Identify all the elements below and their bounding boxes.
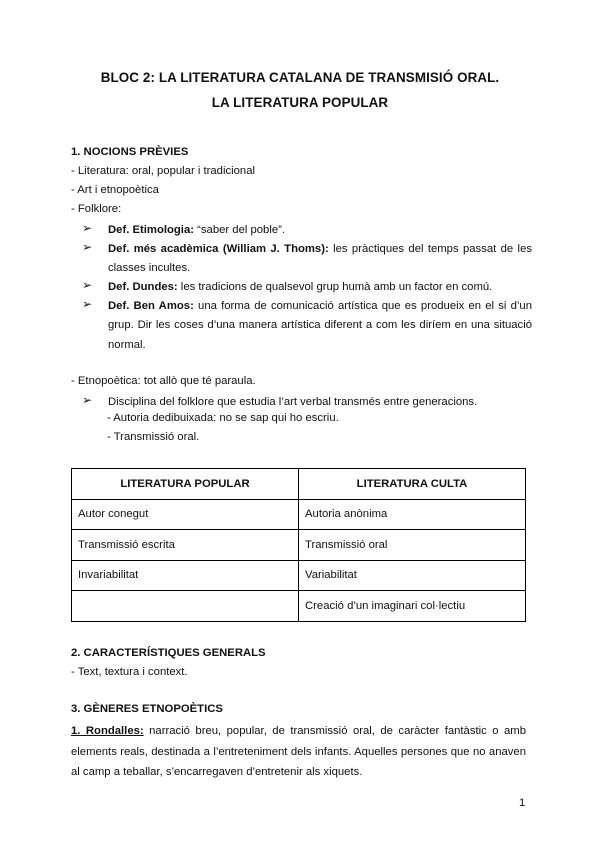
section-2-heading: 2. CARACTERÍSTIQUES GENERALS bbox=[71, 647, 266, 659]
bullet-text: Disciplina del folklore que estudia l’art verbal transmés entre generacions. bbox=[108, 396, 478, 408]
section-3-heading: 3. GÈNERES ETNOPOÈTICS bbox=[71, 703, 223, 715]
rondalles-term: 1. Rondalles: bbox=[71, 725, 144, 737]
table-cell bbox=[72, 591, 299, 622]
bullet-term: Def. Ben Amos: bbox=[108, 300, 194, 312]
table-header-row bbox=[72, 469, 526, 500]
bullet-def-ben-amos bbox=[82, 297, 530, 357]
section-2-text: - Text, textura i context. bbox=[71, 666, 188, 678]
table-header-cell: LITERATURA CULTA bbox=[299, 469, 526, 500]
bullet-text: les tradicions de qualsevol grup humà amb un factor en comú. bbox=[177, 281, 493, 293]
table-row bbox=[72, 560, 526, 591]
table-cell: Invariabilitat bbox=[72, 560, 299, 591]
bullet-text: una forma de comunicació artística que es produeix en el si d’un grup. Dir les coses d’una manera artística diferent a com les diríem en una situació normal. bbox=[108, 300, 532, 351]
list-item-folklore: - Folklore: bbox=[71, 203, 122, 215]
table-cell: Variabilitat bbox=[299, 560, 526, 591]
bullet-text: les pràctiques del temps passat de les classes incultes. bbox=[108, 243, 532, 275]
table-cell: Creació d’un imaginari col·lectiu bbox=[299, 591, 526, 622]
bullet-def-etimologia bbox=[82, 221, 530, 241]
arrowhead-bullet-icon: ➢ bbox=[82, 297, 93, 311]
list-item-etnopoetica: - Etnopoètica: tot allò que té paraula. bbox=[71, 375, 256, 387]
sub-item-transmissio: - Transmissió oral. bbox=[107, 431, 200, 443]
bullet-term: Def. més acadèmica (William J. Thoms): bbox=[108, 243, 329, 255]
arrowhead-bullet-icon: ➢ bbox=[82, 240, 93, 254]
section-3-paragraph bbox=[71, 721, 526, 783]
arrowhead-bullet-icon: ➢ bbox=[82, 393, 93, 407]
sub-item-autoria: - Autoria dedibuixada: no se sap qui ho escriu. bbox=[107, 412, 339, 424]
table-row bbox=[72, 499, 526, 530]
arrowhead-bullet-icon: ➢ bbox=[82, 278, 93, 292]
table-cell: Transmissió oral bbox=[299, 530, 526, 561]
bullet-def-academica bbox=[82, 240, 530, 280]
rondalles-text: narració breu, popular, de transmissió oral, de caràcter fantàstic o amb elements reals, destinada a l’entreteniment dels infants. Aquelles persones que no anaven al camp a teballar, s’encarregaven d’entretenir als xiquets. bbox=[71, 725, 526, 778]
table-header-cell: LITERATURA POPULAR bbox=[72, 469, 299, 500]
list-item-literatura: - Literatura: oral, popular i tradicional bbox=[71, 165, 255, 177]
document-title-line-2: LA LITERATURA POPULAR bbox=[211, 95, 389, 110]
bullet-term: Def. Dundes: bbox=[108, 281, 178, 293]
bullet-term: Def. Etimologia: bbox=[108, 224, 194, 236]
document-title-line-1: BLOC 2: LA LITERATURA CATALANA DE TRANSMISIÓ ORAL. bbox=[100, 70, 500, 85]
bullet-text: “saber del poble”. bbox=[193, 224, 286, 236]
table-row bbox=[72, 530, 526, 561]
page-number: 1 bbox=[519, 797, 526, 809]
bullet-def-dundes bbox=[82, 278, 530, 298]
list-item-art: - Art i etnopoètica bbox=[71, 184, 159, 196]
table-cell: Autor conegut bbox=[72, 499, 299, 530]
bullet-disciplina bbox=[82, 393, 530, 413]
arrowhead-bullet-icon: ➢ bbox=[82, 221, 93, 235]
table-cell: Autoria anònima bbox=[299, 499, 526, 530]
table-cell: Transmissió escrita bbox=[72, 530, 299, 561]
table-row bbox=[72, 591, 526, 622]
comparison-table bbox=[71, 468, 526, 622]
section-1-heading: 1. NOCIONS PRÈVIES bbox=[71, 146, 189, 158]
